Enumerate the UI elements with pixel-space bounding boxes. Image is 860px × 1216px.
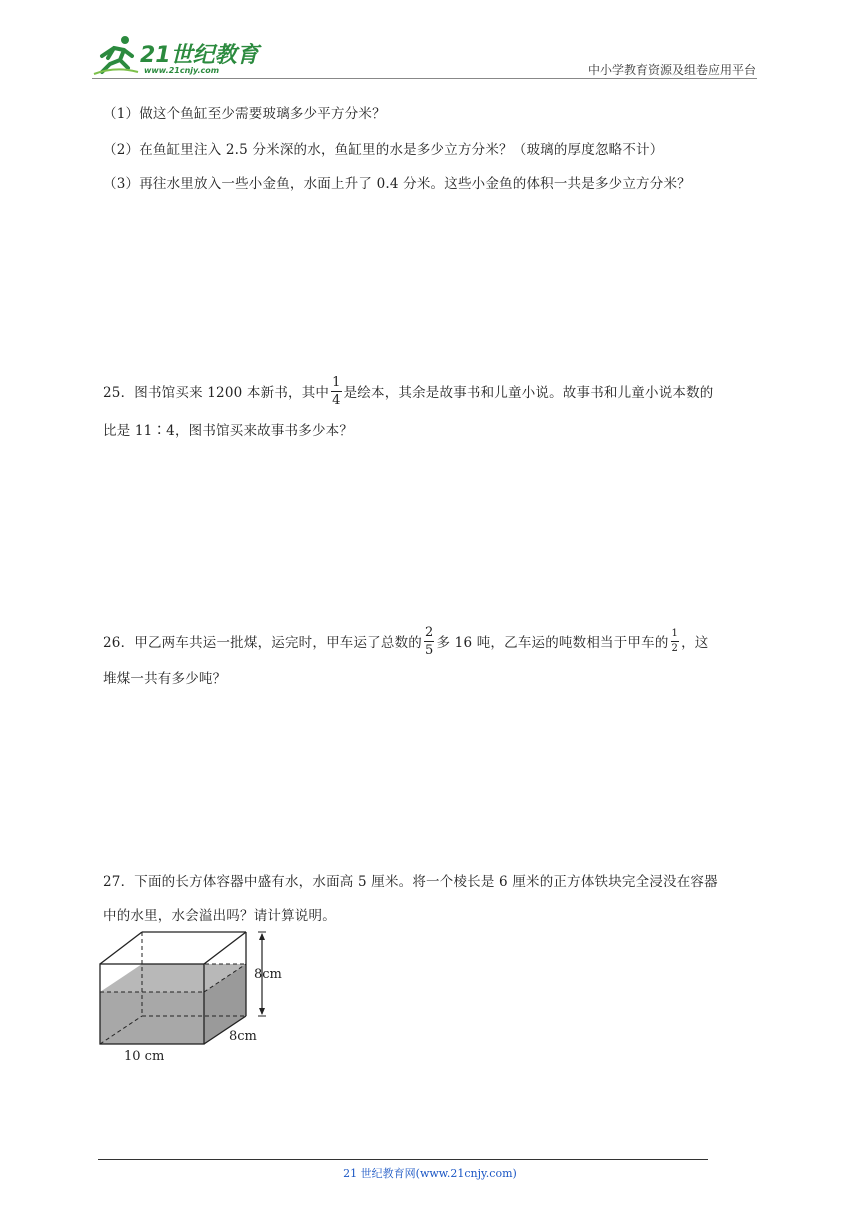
q25-line-1 [103, 375, 714, 409]
q26-frac1-num: 2 [424, 625, 434, 640]
width-label: 10 cm [124, 1049, 165, 1064]
footer-divider [98, 1159, 708, 1160]
q26-frac1-den: 5 [424, 643, 434, 658]
height-label: 8cm [254, 967, 282, 982]
q26-frac2-num: 1 [671, 629, 680, 642]
q26-text-post: ，这 [681, 635, 709, 651]
q27-line-1: 27．下面的长方体容器中盛有水，水面高 5 厘米。将一个棱长是 6 厘米的正方体铁块完全浸没在容器 [103, 874, 718, 890]
q26-line-2: 堆煤一共有多少吨？ [103, 671, 227, 687]
q27-line-2: 中的水里，水会溢出吗？请计算说明。 [103, 908, 336, 924]
q25-frac-den: 4 [332, 393, 341, 408]
q26-fraction-1 [424, 626, 434, 657]
footer-link[interactable]: 21 世纪教育网(www.21cnjy.com) [343, 1167, 517, 1180]
logo-url: www.21cnjy.com [144, 66, 220, 75]
depth-label: 8cm [229, 1029, 257, 1044]
q25-text-pre: 25．图书馆买来 1200 本新书，其中 [103, 385, 330, 401]
header-platform-text: 中小学教育资源及组卷应用平台 [587, 63, 756, 77]
q25-line-2: 比是 11∶4，图书馆买来故事书多少本？ [103, 423, 354, 439]
q26-frac2-den: 2 [671, 643, 679, 654]
header-divider [92, 78, 757, 79]
runner-logo-icon [92, 34, 140, 76]
water-front-face [100, 992, 204, 1044]
q24-part-1: （1）做这个鱼缸至少需要玻璃多少平方分米？ [103, 106, 386, 122]
site-logo [92, 34, 262, 78]
q25-text-post: 是绘本，其余是故事书和儿童小说。故事书和儿童小说本数的 [343, 385, 714, 401]
logo-text: 21世纪教育 [140, 43, 259, 68]
q25-fraction [331, 376, 341, 407]
q26-line-1 [103, 625, 709, 659]
q24-part-3: （3）再往水里放入一些小金鱼，水面上升了 0.4 分米。这些小金鱼的体积一共是多少立方分米？ [103, 176, 691, 192]
q25-frac-num: 1 [332, 375, 341, 390]
q26-fraction-2 [671, 629, 680, 654]
cuboid-container-figure [98, 928, 298, 1068]
q26-text-mid: 多 16 吨，乙车运的吨数相当于甲车的 [436, 635, 669, 651]
q24-part-2: （2）在鱼缸里注入 2.5 分米深的水，鱼缸里的水是多少立方分米？（玻璃的厚度忽略不计） [103, 142, 664, 158]
q26-text-pre: 26．甲乙两车共运一批煤，运完时，甲车运了总数的 [103, 635, 422, 651]
